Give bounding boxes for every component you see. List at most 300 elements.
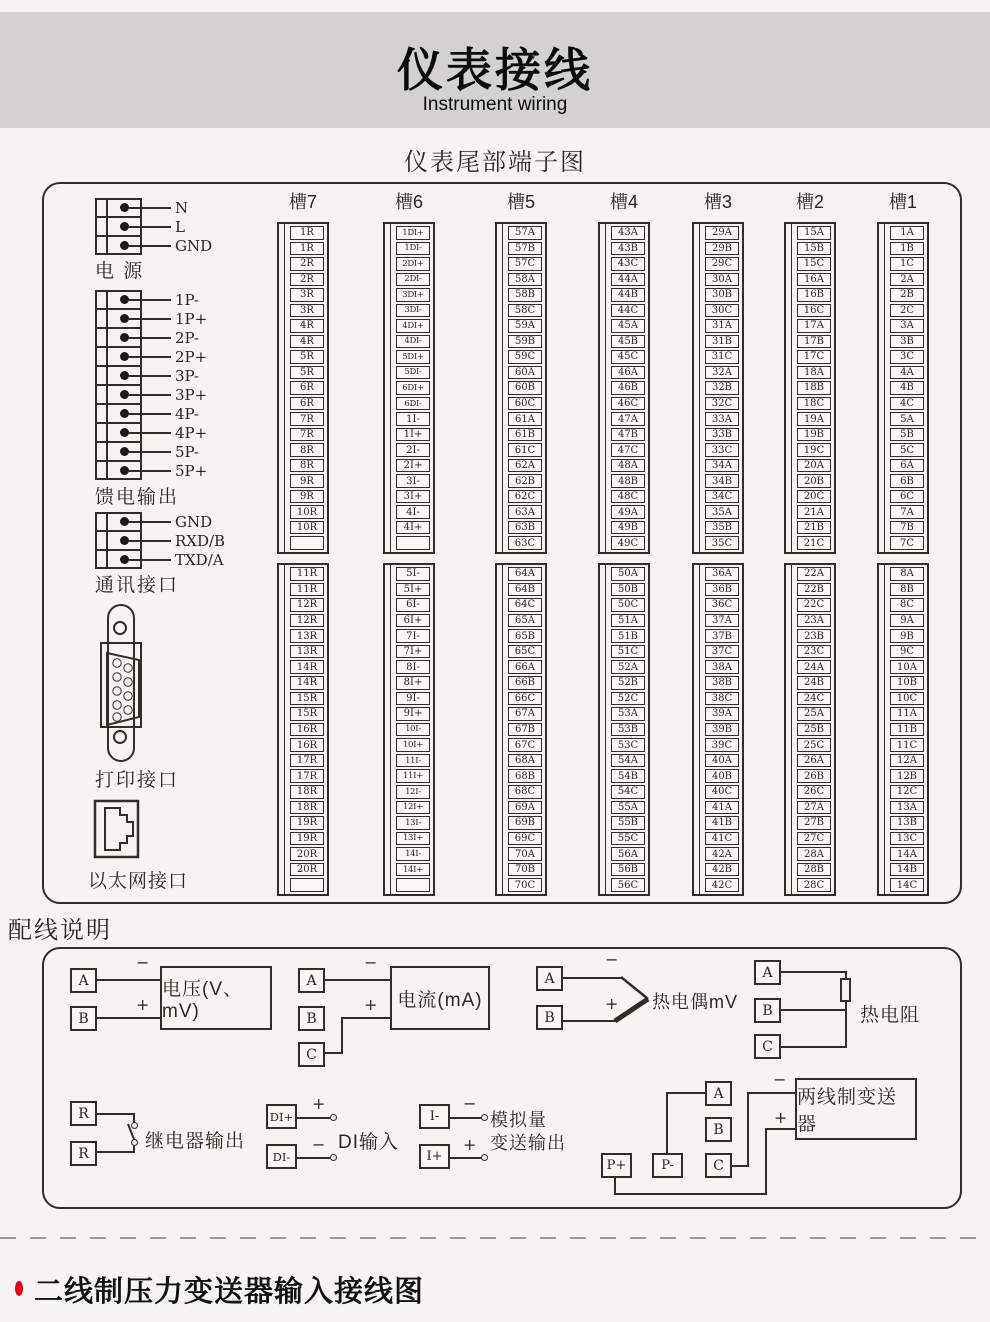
- terminal-screw-icon: [120, 241, 129, 250]
- wire: [781, 1046, 847, 1048]
- terminal-wire: [129, 540, 171, 542]
- terminal-cell: 14R: [290, 676, 324, 690]
- terminal-cell: 34C: [705, 490, 739, 504]
- terminal-cell: 9A: [890, 614, 924, 628]
- terminal-cell: 11B: [890, 723, 924, 737]
- terminal-box-a: A: [705, 1081, 732, 1106]
- terminal-cell: 13I+: [396, 832, 430, 846]
- terminal-cell: 41A: [705, 801, 739, 815]
- terminal-cell: 28C: [797, 878, 831, 892]
- cell-divider: [97, 441, 140, 443]
- terminal-block-lower: [784, 563, 836, 896]
- terminal-cell: 46C: [611, 397, 645, 411]
- terminal-cell: 70C: [508, 878, 542, 892]
- terminal-cell: 17B: [797, 335, 831, 349]
- terminal-cell: 1DI+: [396, 226, 430, 240]
- terminal-cell: 50A: [611, 567, 645, 581]
- terminal-cell: 53C: [611, 738, 645, 752]
- terminal-cell: 32C: [705, 397, 739, 411]
- wire: [781, 1009, 847, 1011]
- terminal-box-b: B: [536, 1005, 563, 1030]
- connector-row: [95, 309, 305, 328]
- terminal-cell: 3R: [290, 288, 324, 302]
- terminal-box-p-plus: P+: [601, 1153, 632, 1178]
- terminal-cell: 12C: [890, 785, 924, 799]
- wire: [845, 1001, 847, 1047]
- terminal-cell: 35C: [705, 536, 739, 550]
- terminal-cell: 57A: [508, 226, 542, 240]
- terminal-cell: 44A: [611, 273, 645, 287]
- terminal-cell: 44C: [611, 304, 645, 318]
- terminal-cell: 66B: [508, 676, 542, 690]
- terminal-cell: 34B: [705, 474, 739, 488]
- terminal-block-lower: [598, 563, 650, 896]
- terminal-cell: 25B: [797, 723, 831, 737]
- feed-output-label: 馈电输出: [95, 487, 180, 508]
- cell-divider: [97, 460, 140, 462]
- terminal-cell: 12I+: [396, 801, 430, 815]
- terminal-cell: 47C: [611, 443, 645, 457]
- terminal-cell: 56C: [611, 878, 645, 892]
- terminal-cell: 68B: [508, 769, 542, 783]
- terminal-cell: 29C: [705, 257, 739, 271]
- terminal-cell: 20R: [290, 863, 324, 877]
- terminal-cell: 10R: [290, 521, 324, 535]
- terminal-cell: 43C: [611, 257, 645, 271]
- terminal-cell: 5I+: [396, 583, 430, 597]
- terminal-label: TXD/A: [175, 551, 224, 569]
- terminal-cell: 61C: [508, 443, 542, 457]
- terminal-cell: 22B: [797, 583, 831, 597]
- terminal-cell: 8R: [290, 459, 324, 473]
- wire: [450, 1157, 481, 1159]
- terminal-screw-icon: [120, 555, 129, 564]
- wire: [666, 1092, 668, 1153]
- wire: [297, 1117, 330, 1119]
- terminal-label: 5P-: [175, 443, 199, 461]
- open-terminal-icon: [330, 1114, 337, 1121]
- terminal-cell: 36A: [705, 567, 739, 581]
- terminal-cell: 5B: [890, 428, 924, 442]
- terminal-cell: 4DI-: [396, 335, 430, 349]
- terminal-cell: 43A: [611, 226, 645, 240]
- terminal-cell: 3C: [890, 350, 924, 364]
- terminal-cell: 13R: [290, 629, 324, 643]
- terminal-cell: 48C: [611, 490, 645, 504]
- terminal-cell: 27C: [797, 832, 831, 846]
- terminal-cell: 13C: [890, 832, 924, 846]
- terminal-cell: 41C: [705, 832, 739, 846]
- terminal-cell: 16B: [797, 288, 831, 302]
- terminal-wire: [129, 451, 171, 453]
- terminal-cell: 68C: [508, 785, 542, 799]
- minus-sign: −: [773, 1070, 787, 1089]
- terminal-cell: 7A: [890, 505, 924, 519]
- wire: [781, 971, 847, 973]
- terminal-cell: 18R: [290, 801, 324, 815]
- terminal-cell: 14R: [290, 660, 324, 674]
- terminal-cell: 20B: [797, 474, 831, 488]
- terminal-cell: 5DI-: [396, 366, 430, 380]
- terminal-cell: 16A: [797, 273, 831, 287]
- terminal-cell: 28B: [797, 863, 831, 877]
- terminal-box-di-plus: DI+: [266, 1104, 297, 1129]
- terminal-box-a: A: [70, 968, 97, 993]
- terminal-cell: 38B: [705, 676, 739, 690]
- terminal-label: 2P+: [175, 348, 208, 366]
- terminal-cell: 31A: [705, 319, 739, 333]
- terminal-box-c: C: [754, 1034, 781, 1059]
- terminal-label: 3P+: [175, 386, 208, 404]
- ethernet-port-icon: [93, 799, 140, 859]
- terminal-cell: 25C: [797, 738, 831, 752]
- wire: [563, 1020, 618, 1022]
- terminal-cell: 66A: [508, 660, 542, 674]
- di-label: DI输入: [338, 1132, 400, 1153]
- terminal-cell: 12R: [290, 614, 324, 628]
- terminal-screw-icon: [120, 203, 129, 212]
- terminal-cell: 42B: [705, 863, 739, 877]
- terminal-wire: [129, 394, 171, 396]
- terminal-wire: [129, 470, 171, 472]
- minus-sign: −: [364, 953, 378, 972]
- terminal-cell: 26B: [797, 769, 831, 783]
- terminal-cell: 22C: [797, 598, 831, 612]
- terminal-cell: 2DI+: [396, 257, 430, 271]
- terminal-cell: 38C: [705, 692, 739, 706]
- terminal-label: 1P-: [175, 291, 199, 309]
- terminal-cell: 23B: [797, 629, 831, 643]
- terminal-cell: 60B: [508, 381, 542, 395]
- slot-title: 槽6: [394, 192, 423, 212]
- terminal-cell: 39A: [705, 707, 739, 721]
- terminal-cell: 10I+: [396, 738, 430, 752]
- terminal-block-lower: [495, 563, 547, 896]
- terminal-label: GND: [175, 237, 213, 255]
- terminal-cell: 34A: [705, 459, 739, 473]
- terminal-cell: 48B: [611, 474, 645, 488]
- terminal-cell: 32B: [705, 381, 739, 395]
- terminal-cell: 48A: [611, 459, 645, 473]
- terminal-screw-icon: [120, 428, 129, 437]
- terminal-cell: 9I-: [396, 692, 430, 706]
- terminal-label: N: [175, 199, 189, 217]
- terminal-cell: 25A: [797, 707, 831, 721]
- power-label: 电 源: [95, 261, 145, 282]
- terminal-cell: 61B: [508, 428, 542, 442]
- terminal-cell: 58B: [508, 288, 542, 302]
- terminal-screw-icon: [120, 333, 129, 342]
- terminal-cell: 6I-: [396, 598, 430, 612]
- wire: [97, 979, 160, 981]
- cell-divider: [97, 216, 140, 218]
- connector-row: [95, 423, 305, 442]
- terminal-cell: 15A: [797, 226, 831, 240]
- terminal-block-lower: [877, 563, 929, 896]
- terminal-cell: 6C: [890, 490, 924, 504]
- resistor-icon: [840, 978, 851, 1002]
- terminal-cell: [396, 536, 430, 550]
- terminal-cell: 27A: [797, 801, 831, 815]
- terminal-cell: 47B: [611, 428, 645, 442]
- open-terminal-icon: [330, 1154, 337, 1161]
- terminal-cell: 8A: [890, 567, 924, 581]
- comm-label: 通讯接口: [95, 575, 180, 596]
- connector-row: [95, 550, 305, 569]
- terminal-cell: 46B: [611, 381, 645, 395]
- terminal-cell: 55C: [611, 832, 645, 846]
- terminal-screw-icon: [120, 371, 129, 380]
- terminal-cell: 63C: [508, 536, 542, 550]
- terminal-cell: 8R: [290, 443, 324, 457]
- terminal-cell: 4DI+: [396, 319, 430, 333]
- terminal-cell: 52C: [611, 692, 645, 706]
- terminal-box-i-minus: I-: [419, 1104, 450, 1129]
- terminal-cell: 70B: [508, 863, 542, 877]
- terminal-cell: 45A: [611, 319, 645, 333]
- terminal-cell: 14I-: [396, 847, 430, 861]
- terminal-label: 4P-: [175, 405, 199, 423]
- terminal-cell: 1I-: [396, 412, 430, 426]
- terminal-cell: 64A: [508, 567, 542, 581]
- terminal-cell: 4C: [890, 397, 924, 411]
- terminal-cell: 57C: [508, 257, 542, 271]
- terminal-cell: 40B: [705, 769, 739, 783]
- bullet-icon: [15, 1281, 23, 1296]
- terminal-cell: 36B: [705, 583, 739, 597]
- terminal-cell: 37A: [705, 614, 739, 628]
- plus-sign: +: [312, 1094, 326, 1113]
- terminal-cell: 24A: [797, 660, 831, 674]
- terminal-cell: 7I+: [396, 645, 430, 659]
- terminal-cell: 19A: [797, 412, 831, 426]
- wire: [747, 1092, 795, 1094]
- terminal-cell: 2DI-: [396, 273, 430, 287]
- connector-row: [95, 236, 305, 255]
- terminal-cell: 67A: [508, 707, 542, 721]
- terminal-cell: 41B: [705, 816, 739, 830]
- terminal-cell: 54C: [611, 785, 645, 799]
- terminal-cell: 11R: [290, 583, 324, 597]
- terminal-cell: 15B: [797, 242, 831, 256]
- ethernet-label: 以太网接口: [88, 871, 189, 892]
- cell-divider: [97, 422, 140, 424]
- terminal-cell: 3A: [890, 319, 924, 333]
- terminal-cell: 14B: [890, 863, 924, 877]
- terminal-label: 2P-: [175, 329, 199, 347]
- connector-row: [95, 217, 305, 236]
- terminal-cell: 69C: [508, 832, 542, 846]
- terminal-screw-icon: [120, 352, 129, 361]
- rtd-label: 热电阻: [860, 1005, 921, 1026]
- wire: [747, 1092, 749, 1167]
- terminal-block-lower: [692, 563, 744, 896]
- wire: [97, 1017, 160, 1019]
- slot-title: 槽3: [703, 192, 732, 212]
- terminal-cell: 15R: [290, 707, 324, 721]
- terminal-box-c: C: [298, 1042, 325, 1067]
- terminal-cell: 50C: [611, 598, 645, 612]
- terminal-cell: 19R: [290, 816, 324, 830]
- terminal-cell: 5R: [290, 366, 324, 380]
- slot-title: 槽1: [888, 192, 917, 212]
- terminal-cell: 32A: [705, 366, 739, 380]
- terminal-cell: 45B: [611, 335, 645, 349]
- terminal-screw-icon: [120, 409, 129, 418]
- terminal-cell: 4I+: [396, 521, 430, 535]
- terminal-cell: 40A: [705, 754, 739, 768]
- terminal-wire: [129, 356, 171, 358]
- wire: [325, 979, 390, 981]
- terminal-cell: 52B: [611, 676, 645, 690]
- terminal-cell: 31C: [705, 350, 739, 364]
- terminal-cell: 18R: [290, 785, 324, 799]
- feed-output-connector: [95, 290, 305, 480]
- terminal-cell: 36C: [705, 598, 739, 612]
- terminal-wire: [129, 245, 171, 247]
- terminal-cell: 9C: [890, 645, 924, 659]
- terminal-cell: 37B: [705, 629, 739, 643]
- terminal-diagram-title: 仪表尾部端子图: [404, 149, 586, 176]
- terminal-wire: [129, 375, 171, 377]
- wiring-notes-title: 配线说明: [8, 917, 112, 944]
- terminal-cell: 65A: [508, 614, 542, 628]
- terminal-cell: 16R: [290, 738, 324, 752]
- terminal-cell: 43B: [611, 242, 645, 256]
- terminal-box-c: C: [705, 1153, 732, 1178]
- terminal-cell: 17R: [290, 754, 324, 768]
- terminal-wire: [129, 521, 171, 523]
- terminal-cell: 31B: [705, 335, 739, 349]
- terminal-cell: 2R: [290, 273, 324, 287]
- terminal-label: L: [175, 218, 185, 236]
- switch-contact-icon: [131, 1139, 138, 1146]
- wire: [614, 1178, 616, 1195]
- terminal-cell: 60A: [508, 366, 542, 380]
- connector-row: [95, 531, 305, 550]
- terminal-cell: 20R: [290, 847, 324, 861]
- wire: [450, 1117, 481, 1119]
- terminal-box-r1: R: [70, 1101, 97, 1126]
- terminal-box-b: B: [705, 1117, 732, 1142]
- plus-sign: +: [774, 1108, 788, 1127]
- terminal-box-b: B: [754, 998, 781, 1023]
- terminal-cell: 53A: [611, 707, 645, 721]
- terminal-cell: 19B: [797, 428, 831, 442]
- terminal-cell: 17A: [797, 319, 831, 333]
- terminal-label: 3P-: [175, 367, 199, 385]
- terminal-cell: 67B: [508, 723, 542, 737]
- terminal-cell: 5C: [890, 443, 924, 457]
- terminal-cell: 10B: [890, 676, 924, 690]
- terminal-cell: 3DI+: [396, 288, 430, 302]
- terminal-cell: 63B: [508, 521, 542, 535]
- terminal-cell: 24C: [797, 692, 831, 706]
- terminal-screw-icon: [120, 447, 129, 456]
- terminal-cell: 20C: [797, 490, 831, 504]
- terminal-cell: 3I+: [396, 490, 430, 504]
- terminal-cell: 5R: [290, 350, 324, 364]
- terminal-cell: 49C: [611, 536, 645, 550]
- terminal-cell: 7B: [890, 521, 924, 535]
- bottom-section-title: 二线制压力变送器输入接线图: [34, 1276, 425, 1308]
- terminal-cell: 6R: [290, 397, 324, 411]
- terminal-block-upper: [495, 222, 547, 554]
- terminal-wire: [129, 337, 171, 339]
- connector-row: [95, 512, 305, 531]
- cell-divider: [97, 384, 140, 386]
- terminal-cell: 58A: [508, 273, 542, 287]
- terminal-cell: 10A: [890, 660, 924, 674]
- terminal-cell: 7R: [290, 412, 324, 426]
- connector-row: [95, 290, 305, 309]
- terminal-screw-icon: [120, 295, 129, 304]
- terminal-cell: 7I-: [396, 629, 430, 643]
- terminal-cell: 19R: [290, 832, 324, 846]
- terminal-cell: 6B: [890, 474, 924, 488]
- wire: [765, 1128, 795, 1130]
- terminal-cell: 4R: [290, 335, 324, 349]
- terminal-cell: 4I-: [396, 505, 430, 519]
- comm-connector: [95, 512, 305, 569]
- terminal-cell: 13R: [290, 645, 324, 659]
- terminal-cell: 62C: [508, 490, 542, 504]
- terminal-cell: 61A: [508, 412, 542, 426]
- terminal-cell: 17R: [290, 769, 324, 783]
- terminal-cell: 26C: [797, 785, 831, 799]
- thermocouple-junction-icon: [612, 968, 656, 1028]
- terminal-cell: 6R: [290, 381, 324, 395]
- terminal-cell: 42C: [705, 878, 739, 892]
- terminal-wire: [129, 432, 171, 434]
- terminal-cell: 60C: [508, 397, 542, 411]
- terminal-label: GND: [175, 513, 213, 531]
- two-wire-transmitter-box: 两线制变送器: [795, 1078, 917, 1140]
- terminal-cell: 5A: [890, 412, 924, 426]
- voltage-box: 电压(V、mV): [160, 966, 272, 1030]
- terminal-cell: 18B: [797, 381, 831, 395]
- terminal-cell: 33B: [705, 428, 739, 442]
- minus-sign: −: [312, 1135, 326, 1154]
- terminal-cell: 59A: [508, 319, 542, 333]
- terminal-cell: 39C: [705, 738, 739, 752]
- terminal-cell: 11A: [890, 707, 924, 721]
- terminal-cell: 3I-: [396, 474, 430, 488]
- plus-sign: +: [364, 995, 378, 1014]
- terminal-cell: 10C: [890, 692, 924, 706]
- terminal-block-upper: [277, 222, 329, 554]
- wire: [341, 1017, 390, 1019]
- terminal-cell: 44B: [611, 288, 645, 302]
- terminal-cell: 52A: [611, 660, 645, 674]
- cell-divider: [97, 365, 140, 367]
- plus-sign: +: [136, 995, 150, 1014]
- terminal-cell: 58C: [508, 304, 542, 318]
- terminal-cell: 62A: [508, 459, 542, 473]
- terminal-screw-icon: [120, 517, 129, 526]
- terminal-cell: 22A: [797, 567, 831, 581]
- cell-divider: [97, 549, 140, 551]
- connector-row: [95, 347, 305, 366]
- terminal-screw-icon: [120, 466, 129, 475]
- terminal-cell: 9R: [290, 474, 324, 488]
- terminal-cell: 11I-: [396, 754, 430, 768]
- terminal-box-p-minus: P-: [652, 1153, 683, 1178]
- terminal-cell: 68A: [508, 754, 542, 768]
- terminal-box-a: A: [536, 966, 563, 991]
- terminal-cell: 51A: [611, 614, 645, 628]
- thermocouple-label: 热电偶mV: [652, 992, 738, 1012]
